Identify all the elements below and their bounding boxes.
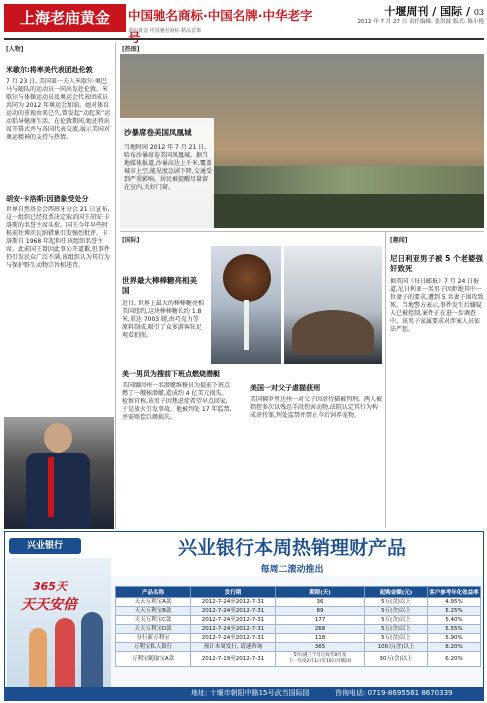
table-cell: 5万(含)以上 <box>365 598 428 607</box>
story-body: 世界自然基金会西班牙分会 21 日宣布,这一组织已经投票决定取消国王胡安·卡洛斯的名誉主席头衔。国王今年早些时候前往博茨瓦纳猎象引发强烈批评。卡洛斯自 1968 年起担任该组织名誉主席。此前国王曾因此事公开道歉,但事件仍引发民众广泛不满,该组织认为其行为与保护野生动物宗旨相违背。 <box>6 206 110 269</box>
table-cell: 4.95% <box>428 598 481 607</box>
table-row <box>116 625 481 634</box>
portrait-face <box>44 423 72 453</box>
table-cell: 2012-7-24至2012-7-31 <box>191 598 276 607</box>
story-body: 7 月 23 日, 美国第一夫人米歇尔·奥巴马与随队的运动员一同出发赴伦敦。米歇尔与体操运动员及奥运会代表团成员共同为 2012 年奥运会加油。她对体育运动的重视由来已久,曾发起“动起来”运动倡导健康生活。在伦敦期间,她还将出席开幕式并与各国代表交流,展示美国对奥运精神的支持与热情。 <box>6 78 111 141</box>
right-body: 据英国《每日邮报》7 月 24 日报道,尼日利亚一名男子因拒绝其中一位妻子的要求,遭到 5 名妻子围攻致死。当地警方表示,事件发生后嫌疑人已被控制,案件正在进一步调查中。该男子家属要求对涉案人员依法严惩。 <box>390 278 484 333</box>
table-cell: 天天万利宝D款 <box>116 625 191 634</box>
table-cell: 2012-7-24至2012-7-31 <box>191 634 276 643</box>
figure-mother <box>55 618 75 688</box>
ad-slogan-line1: 365天 <box>33 580 67 593</box>
table-cell: 万利宝随取宝A款 <box>116 652 191 667</box>
table-row <box>116 652 481 667</box>
column-divider <box>115 42 116 529</box>
table-cell: 268 <box>276 625 365 634</box>
title-separator: / <box>465 5 470 18</box>
column-header: 起购金额(元) <box>365 587 428 598</box>
right-headline: 尼日利亚男子被 5 个老婆强奸致死 <box>390 254 483 273</box>
section-label: [人物] <box>6 46 24 53</box>
lollipop-photo-2 <box>284 246 382 364</box>
table-cell: 5万(含)以上 <box>365 625 428 634</box>
table-cell: 天天万利宝A款 <box>116 598 191 607</box>
table-cell: 177 <box>276 616 365 625</box>
ad-subheadline: 每周二滚动推出 <box>260 565 324 575</box>
table-cell: 100万(含)以上 <box>365 643 428 652</box>
story-headline: 米歇尔:将率美代表团赴伦敦 <box>6 66 93 74</box>
ad-headline: 兴业银行本周热销理财产品 <box>177 537 406 559</box>
left-column <box>4 42 114 529</box>
paper-title <box>370 3 484 17</box>
submarine-body: 美国缅因州一名潜艇维修员为提前下班点燃了一艘核潜艇,造成约 4 亿美元损失。检察官称,该男子因焦虑症希望早点回家,于是放火引发事故。他被判处 17 年监禁,并需赔偿巨额损失。 <box>122 382 232 421</box>
hot-body: 当地时间 2012 年 7 月 21 日, 哈布沙暴席卷美国凤凰城。据当地媒体报道,沙暴高达上千米,覆盖城市上空,能见度急剧下降,交通受到严重影响。居民被提醒尽量留在室内,关好门窗。 <box>124 144 212 191</box>
column-header: 发行期 <box>191 587 276 598</box>
lollipop-body: 近日, 世界上最大的棒棒糖亮相美国纽约,这块棒棒糖长约 1.8 米,重达 7003 磅,由巧克力等原料制成,吸引了众多游客驻足观看拍照。 <box>122 300 204 339</box>
table-cell: 预计本周发行, 请速咨询 <box>191 643 276 652</box>
product-table <box>115 586 481 667</box>
portrait-uniform <box>26 453 90 529</box>
hot-caption <box>120 118 214 228</box>
table-cell: 分行新万利宝 <box>116 634 191 643</box>
section-label: [趣闻] <box>390 237 408 244</box>
column-divider <box>385 232 386 528</box>
table-cell: 5.40% <box>428 616 481 625</box>
table-row <box>116 598 481 607</box>
table-body <box>116 598 481 667</box>
table-cell: 5.25% <box>428 607 481 616</box>
table-cell: 89 <box>276 607 365 616</box>
table-cell: 6.20% <box>428 652 481 667</box>
ad-footer <box>5 687 483 700</box>
section-name: 国际 <box>440 5 463 18</box>
king-photo <box>4 417 114 529</box>
table-cell: 2012-7-24至2012-7-31 <box>191 625 276 634</box>
table-cell: 天天万利宝B款 <box>116 607 191 616</box>
section-label: [国际] <box>122 237 140 244</box>
table-cell: 365 <box>276 643 365 652</box>
column-header: 产品名称 <box>116 587 191 598</box>
bank-advertisement <box>4 531 484 701</box>
bank-logo: 兴业银行 <box>9 538 81 554</box>
column-header: 客户参考年化收益率 <box>428 587 481 598</box>
bridge-structure <box>292 310 374 354</box>
table-cell: 5.90% <box>428 634 481 643</box>
ground-area <box>210 194 484 228</box>
masthead-slogan: 中国驰名商标·中国名牌·中华老字 <box>128 8 313 23</box>
figure-father <box>81 612 103 688</box>
title-separator: / <box>432 5 441 18</box>
section-rule <box>120 231 484 232</box>
lollipop-photo-1 <box>211 246 281 364</box>
cat-body: 美国佛罗里达州一对父子因虐待猫被判刑。两人被指控多次以残忍手段伤害动物,法院认定其行为构成虐待罪,判处监禁并禁止今后饲养宠物。 <box>250 396 382 419</box>
ad-phone: 咨询电话: 0719-8695561 8670339 <box>335 689 453 697</box>
story-headline: 胡安·卡洛斯:因猎象受处分 <box>6 195 89 203</box>
table-row <box>116 643 481 652</box>
figure-child <box>29 628 47 688</box>
table-cell: 5年(满三个月后每年8月及 下一年度2月1日至10日可赎回) <box>276 652 365 667</box>
page-number: 03 <box>473 8 484 17</box>
lollipop-headline: 世界最大棒棒糖亮相美国 <box>122 276 197 295</box>
date-line: 2012 年 7 月 27 日 责任编辑: 张洪波 版式: 陈小艳 <box>357 19 484 25</box>
ad-address: 地址: 十堰市朝阳中路15号武当国际园 <box>191 689 310 697</box>
table-cell: 2012-7-24至2012-7-31 <box>191 607 276 616</box>
lollipop-shape <box>223 254 271 302</box>
table-cell: 2012-7-19至2012-7-31 <box>191 652 276 667</box>
table-cell: 30万(含)以上 <box>365 652 428 667</box>
table-cell: 2012-7-24至2012-7-31 <box>191 616 276 625</box>
table-cell: 36 <box>276 598 365 607</box>
table-cell: 5万(含)以上 <box>365 634 428 643</box>
section-label: [热图] <box>122 46 140 53</box>
paper-name: 十堰周刊 <box>384 5 429 18</box>
lollipop-stick <box>244 300 249 350</box>
table-row <box>116 616 481 625</box>
table-cell: 118 <box>276 634 365 643</box>
table-cell: 5万(含)以上 <box>365 616 428 625</box>
table-row <box>116 634 481 643</box>
table-header-row <box>116 587 481 598</box>
table-cell: 5万(含)以上 <box>365 607 428 616</box>
cat-intro <box>250 370 382 382</box>
table-cell: 万利宝私人银行 <box>116 643 191 652</box>
portrait-sash <box>48 457 54 517</box>
family-image <box>7 558 111 688</box>
masthead-sub-slogan: 老庙黄金 中国驰名商标 精品首饰 <box>128 28 202 34</box>
column-header: 期限(天) <box>276 587 365 598</box>
header-rule <box>4 38 484 40</box>
table-cell: 8.20% <box>428 643 481 652</box>
submarine-headline: 美一男员为搜前下班点燃烧潜艇 <box>122 370 220 378</box>
table-cell: 5.55% <box>428 625 481 634</box>
table-row <box>116 607 481 616</box>
cat-headline: 美国一对父子虐猫获刑 <box>250 384 320 392</box>
masthead-logo: 上海老庙黄金 <box>4 4 126 32</box>
city-skyline <box>210 166 484 194</box>
masthead <box>0 0 487 40</box>
ad-slogan-line2: 天天安倍 <box>21 597 77 613</box>
table-cell: 天天万利宝C款 <box>116 616 191 625</box>
hot-title: 沙暴席卷美国凤凰城 <box>124 128 192 137</box>
